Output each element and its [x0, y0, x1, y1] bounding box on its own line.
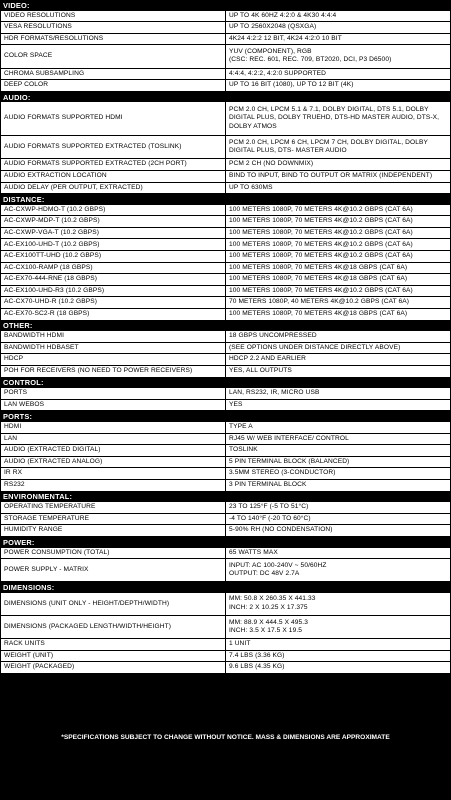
spec-row	[0, 525, 451, 537]
spec-value	[226, 171, 450, 182]
spec-value-line: 100 METERS 1080P, 70 METERS 4K@18 GBPS (CAT 6A)	[229, 310, 408, 318]
spec-value-line: 18 GBPS UNCOMPRESSED	[229, 332, 317, 340]
spec-value-line: BIND TO INPUT, BIND TO OUTPUT OR MATRIX (INDEPENDENT)	[229, 171, 433, 179]
footnote: *SPECIFICATIONS SUBJECT TO CHANGE WITHOUT NOTICE. MASS & DIMENSIONS ARE APPROXIMATE	[0, 674, 451, 800]
spec-label: LAN WEBOS	[1, 400, 225, 411]
spec-value-line: UP TO 16 BIT (1080), UP TO 12 BIT (4K)	[229, 81, 354, 89]
spec-value-line: PCM 2 CH (NO DOWNMIX)	[229, 160, 314, 168]
spec-label: AC-CXWP-MDP-T (10.2 GBPS)	[1, 216, 225, 227]
spec-row	[0, 514, 451, 526]
spec-label: AC-EX70-SC2-R (18 GBPS)	[1, 309, 225, 320]
section-heading: PORTS:	[0, 411, 451, 422]
spec-row	[0, 263, 451, 275]
spec-value-line: UP TO 4K 60HZ 4:2:0 & 4K30 4:4:4	[229, 11, 337, 19]
spec-value-line: 3.5MM STEREO (3-CONDUCTOR)	[229, 469, 336, 477]
spec-value	[226, 457, 450, 468]
spec-label: AUDIO EXTRACTION LOCATION	[1, 171, 225, 182]
spec-value-line: DIGITAL PLUS, DOLBY TRUEHD, DTS-HD MASTER AUDIO, DTS-X,	[229, 114, 440, 122]
section-heading: AUDIO:	[0, 92, 451, 103]
spec-row	[0, 388, 451, 400]
spec-value	[226, 662, 450, 673]
spec-label: HDR FORMATS/RESOLUTIONS	[1, 34, 225, 45]
spec-label: AUDIO FORMATS SUPPORTED HDMI	[1, 102, 225, 135]
spec-row	[0, 22, 451, 34]
spec-value	[226, 548, 450, 559]
section-heading: POWER:	[0, 537, 451, 548]
spec-row	[0, 343, 451, 355]
section-heading: OTHER:	[0, 321, 451, 332]
spec-value	[226, 45, 450, 67]
spec-value	[226, 480, 450, 491]
spec-value-line: INCH: 3.5 X 17.5 X 19.5	[229, 627, 303, 635]
spec-label: HUMIDITY RANGE	[1, 525, 225, 536]
spec-row	[0, 228, 451, 240]
spec-label: AUDIO (EXTRACTED DIGITAL)	[1, 445, 225, 456]
spec-value	[226, 34, 450, 45]
spec-label: AC-CX100-RAMP (18 GBPS)	[1, 263, 225, 274]
section-heading: VIDEO:	[0, 0, 451, 11]
spec-row	[0, 480, 451, 492]
spec-row	[0, 457, 451, 469]
spec-row	[0, 309, 451, 321]
spec-value-line: 100 METERS 1080P, 70 METERS 4K@18 GBPS (CAT 6A)	[229, 263, 408, 271]
spec-label: POWER SUPPLY - MATRIX	[1, 559, 225, 581]
spec-value-line: INPUT: AC 100-240V ~ 50/60HZ	[229, 561, 327, 569]
section-heading: DIMENSIONS:	[0, 582, 451, 593]
spec-value-line: 4:4:4, 4:2:2, 4:2:0 SUPPORTED	[229, 69, 326, 77]
spec-label: AC-CX70-UHD-R (10.2 GBPS)	[1, 297, 225, 308]
spec-label: HDMI	[1, 422, 225, 433]
spec-label: VIDEO RESOLUTIONS	[1, 11, 225, 22]
spec-value	[226, 639, 450, 650]
spec-value-line: 100 METERS 1080P, 70 METERS 4K@18 GBPS (CAT 6A)	[229, 275, 408, 283]
spec-value-line: INCH: 2 X 10.25 X 17.375	[229, 603, 308, 611]
spec-row	[0, 239, 451, 251]
spec-value	[226, 251, 450, 262]
spec-label: BANDWIDTH HDBASET	[1, 343, 225, 354]
spec-row	[0, 662, 451, 674]
spec-row	[0, 559, 451, 582]
spec-row	[0, 216, 451, 228]
spec-value-line: 65 WATTS MAX	[229, 548, 278, 556]
spec-label: PORTS	[1, 388, 225, 399]
spec-value	[226, 239, 450, 250]
spec-value	[226, 309, 450, 320]
spec-value	[226, 159, 450, 170]
spec-value-line: YES	[229, 400, 243, 408]
spec-value	[226, 343, 450, 354]
spec-value-line: (CSC: REC. 601, REC. 709, BT2020, DCI, P3 D6500)	[229, 56, 392, 64]
spec-value	[226, 136, 450, 158]
spec-label: RS232	[1, 480, 225, 491]
spec-row	[0, 434, 451, 446]
spec-value	[226, 286, 450, 297]
spec-value-line: 100 METERS 1080P, 70 METERS 4K@10.2 GBPS (CAT 6A)	[229, 252, 413, 260]
spec-label: WEIGHT (PACKAGED)	[1, 662, 225, 673]
spec-value	[226, 445, 450, 456]
spec-value	[226, 559, 450, 581]
spec-value	[226, 366, 450, 377]
spec-label: AC-EX100-UHD-T (10.2 GBPS)	[1, 239, 225, 250]
spec-value-line: OUTPUT: DC 48V 2.7A	[229, 570, 300, 578]
spec-value-line: MM: 88.9 X 444.5 X 495.3	[229, 618, 309, 626]
spec-value-line: UP TO 2560X2048 (QSXGA)	[229, 23, 317, 31]
spec-row	[0, 274, 451, 286]
spec-label: AUDIO DELAY (PER OUTPUT, EXTRACTED)	[1, 183, 225, 194]
spec-label: AUDIO FORMATS SUPPORTED EXTRACTED (TOSLINK)	[1, 136, 225, 158]
spec-label: LAN	[1, 434, 225, 445]
spec-row	[0, 593, 451, 616]
spec-label: AUDIO FORMATS SUPPORTED EXTRACTED (2CH PORT)	[1, 159, 225, 170]
spec-value	[226, 388, 450, 399]
spec-row	[0, 34, 451, 46]
spec-value	[226, 22, 450, 33]
spec-value-line: -4 TO 140°F (-20 TO 60°C)	[229, 514, 311, 522]
spec-row	[0, 297, 451, 309]
spec-value	[226, 651, 450, 662]
spec-value	[226, 331, 450, 342]
spec-label: VESA RESOLUTIONS	[1, 22, 225, 33]
spec-row	[0, 69, 451, 81]
spec-row	[0, 159, 451, 171]
spec-label: DIMENSIONS (UNIT ONLY - HEIGHT/DEPTH/WIDTH)	[1, 593, 225, 615]
spec-label: RACK UNITS	[1, 639, 225, 650]
spec-row	[0, 171, 451, 183]
spec-value	[226, 400, 450, 411]
spec-label: DIMENSIONS (PACKAGED LENGTH/WIDTH/HEIGHT)	[1, 616, 225, 638]
spec-value-line: 100 METERS 1080P, 70 METERS 4K@10.2 GBPS (CAT 6A)	[229, 217, 413, 225]
spec-value-line: 5-90% RH (NO CONDENSATION)	[229, 526, 333, 534]
spec-value	[226, 422, 450, 433]
spec-row	[0, 651, 451, 663]
spec-value-line: 70 METERS 1080P, 40 METERS 4K@10.2 GBPS (CAT 6A)	[229, 298, 410, 306]
spec-label: HDCP	[1, 354, 225, 365]
spec-value-line: 100 METERS 1080P, 70 METERS 4K@10.2 GBPS (CAT 6A)	[229, 286, 413, 294]
spec-value	[226, 263, 450, 274]
spec-row	[0, 286, 451, 298]
spec-value-line: 5 PIN TERMINAL BLOCK (BALANCED)	[229, 457, 350, 465]
spec-value-line: PCM 2.0 CH, LPCM 6 CH, LPCM 7 CH, DOLBY DIGITAL, DOLBY	[229, 138, 428, 146]
spec-value-line: RJ45 W/ WEB INTERFACE/ CONTROL	[229, 434, 349, 442]
spec-value-line: (SEE OPTIONS UNDER DISTANCE DIRECTLY ABOVE)	[229, 343, 401, 351]
spec-label: AUDIO (EXTRACTED ANALOG)	[1, 457, 225, 468]
spec-value	[226, 183, 450, 194]
spec-value	[226, 205, 450, 216]
spec-value-line: 3 PIN TERMINAL BLOCK	[229, 480, 307, 488]
section-heading: CONTROL:	[0, 378, 451, 389]
spec-value-line: 100 METERS 1080P, 70 METERS 4K@10.2 GBPS (CAT 6A)	[229, 228, 413, 236]
section-heading: ENVIRONMENTAL:	[0, 492, 451, 503]
spec-value-line: 100 METERS 1080P, 70 METERS 4K@10.2 GBPS (CAT 6A)	[229, 240, 413, 248]
spec-row	[0, 251, 451, 263]
spec-label: STORAGE TEMPERATURE	[1, 514, 225, 525]
spec-value	[226, 69, 450, 80]
spec-value-line: PCM 2.0 CH, LPCM 5.1 & 7.1, DOLBY DIGITAL, DTS 5.1, DOLBY	[229, 105, 429, 113]
section-heading: DISTANCE:	[0, 194, 451, 205]
spec-value	[226, 80, 450, 91]
spec-row	[0, 331, 451, 343]
spec-value-line: TYPE A	[229, 423, 253, 430]
spec-row	[0, 80, 451, 92]
spec-value	[226, 354, 450, 365]
spec-value-line: DOLBY ATMOS	[229, 123, 277, 131]
spec-value-line: 1 UNIT	[229, 640, 251, 648]
spec-value-line: YUV (COMPONENT), RGB	[229, 47, 312, 55]
spec-row	[0, 422, 451, 434]
spec-value	[226, 274, 450, 285]
spec-row	[0, 639, 451, 651]
spec-row	[0, 366, 451, 378]
spec-value-line: DIGITAL PLUS, DTS- MASTER AUDIO	[229, 147, 347, 155]
spec-row	[0, 183, 451, 195]
spec-label: CHROMA SUBSAMPLING	[1, 69, 225, 80]
spec-value	[226, 216, 450, 227]
spec-row	[0, 400, 451, 412]
spec-value	[226, 102, 450, 135]
spec-label: AC-CXWP-VGA-T (10.2 GBPS)	[1, 228, 225, 239]
spec-value	[226, 228, 450, 239]
spec-value	[226, 514, 450, 525]
spec-label: AC-CXWP-HDMO-T (10.2 GBPS)	[1, 205, 225, 216]
spec-label: IR RX	[1, 468, 225, 479]
spec-value-line: LAN, RS232, IR, MICRO USB	[229, 389, 320, 397]
spec-label: DEEP COLOR	[1, 80, 225, 91]
spec-value	[226, 502, 450, 513]
spec-row	[0, 136, 451, 159]
spec-value-line: 4K24 4:2:2 12 BIT, 4K24 4:2:0 10 BIT	[229, 34, 342, 42]
spec-label: BANDWIDTH HDMI	[1, 331, 225, 342]
spec-label: AC-EX100TT-UHD (10.2 GBPS)	[1, 251, 225, 262]
spec-value-line: 9.6 LBS (4.35 KG)	[229, 663, 285, 671]
spec-value	[226, 297, 450, 308]
spec-row	[0, 354, 451, 366]
spec-row	[0, 502, 451, 514]
spec-value-line: 23 TO 125°F (-5 TO 51°C)	[229, 503, 309, 511]
spec-value	[226, 434, 450, 445]
spec-row	[0, 205, 451, 217]
spec-value-line: HDCP 2.2 AND EARLIER	[229, 355, 307, 363]
spec-label: WEIGHT (UNIT)	[1, 651, 225, 662]
spec-row	[0, 616, 451, 639]
spec-value	[226, 593, 450, 615]
spec-row	[0, 102, 451, 136]
spec-value-line: UP TO 630MS	[229, 183, 273, 191]
spec-label: POH FOR RECEIVERS (NO NEED TO POWER RECEIVERS)	[1, 366, 225, 377]
spec-label: AC-EX70-444-RNE (18 GBPS)	[1, 274, 225, 285]
spec-label: POWER CONSUMPTION (TOTAL)	[1, 548, 225, 559]
spec-value	[226, 11, 450, 22]
spec-row	[0, 11, 451, 23]
spec-value	[226, 525, 450, 536]
spec-value-line: TOSLINK	[229, 446, 258, 454]
spec-value	[226, 616, 450, 638]
spec-value	[226, 468, 450, 479]
spec-row	[0, 445, 451, 457]
spec-label: AC-EX100-UHD-R3 (10.2 GBPS)	[1, 286, 225, 297]
spec-value-line: 7.4 LBS (3.36 KG)	[229, 651, 285, 659]
spec-label: COLOR SPACE	[1, 45, 225, 67]
spec-row	[0, 548, 451, 560]
spec-value-line: MM: 50.8 X 260.35 X 441.33	[229, 595, 316, 603]
spec-label: OPERATING TEMPERATURE	[1, 502, 225, 513]
spec-value-line: YES, ALL OUTPUTS	[229, 367, 292, 375]
spec-row	[0, 468, 451, 480]
spec-value-line: 100 METERS 1080P, 70 METERS 4K@10.2 GBPS (CAT 6A)	[229, 205, 413, 213]
spec-row	[0, 45, 451, 68]
